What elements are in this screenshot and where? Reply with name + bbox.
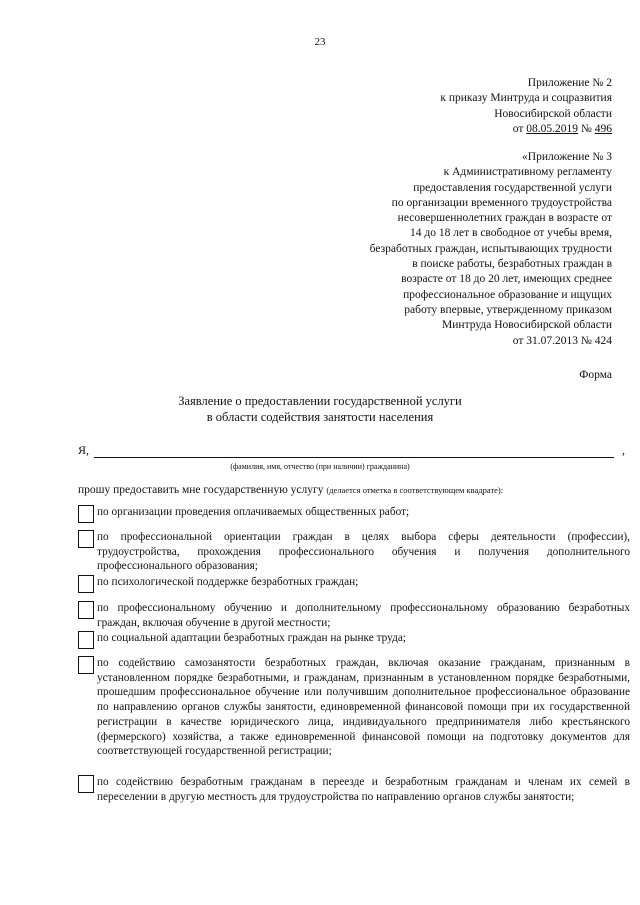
annex-regulation-line: безработных граждан, испытывающих трудности: [369, 242, 612, 255]
checkbox[interactable]: [78, 775, 94, 793]
option-self-employment: [78, 656, 630, 759]
date-prefix: от: [512, 122, 527, 135]
annex-regulation-line: Минтруда Новосибирской области: [442, 319, 612, 332]
applicant-name-row: [78, 443, 630, 461]
option-label: по организации проведения оплачиваемых общественных работ;: [97, 506, 410, 518]
request-intro: [78, 484, 503, 496]
annex-regulation-line: по организации временного трудоустройства: [391, 196, 612, 209]
annex-regulation-line: 14 до 18 лет в свободное от учебы время,: [410, 227, 612, 240]
checkbox[interactable]: [78, 575, 94, 593]
annex-regulation-line: профессиональное образование и ищущих: [403, 288, 612, 301]
annex-order-block: [440, 76, 612, 137]
annex-regulation-line: несовершеннолетних граждан в возрасте от: [397, 212, 612, 225]
annex-regulation-line: «Приложение № 3: [522, 151, 612, 163]
intro-note: (делается отметка в соответствующем квадрате):: [326, 485, 504, 495]
order-date: 08.05.2019: [526, 122, 579, 135]
document-title: [0, 393, 640, 425]
page-number: 23: [314, 36, 326, 48]
annex-regulation-line: от 31.07.2013 № 424: [512, 334, 612, 347]
applicant-suffix: ,: [622, 443, 625, 457]
option-relocation-assistance: [78, 775, 630, 804]
annex-regulation-line: к Административному регламенту: [443, 166, 612, 179]
annex-order-line: к приказу Минтруда и соцразвития: [440, 92, 612, 105]
option-career-guidance: [78, 530, 630, 574]
applicant-prefix: Я,: [78, 443, 90, 457]
option-label: по содействию безработным гражданам в переезде и безработным гражданам и членам их семей в переселении в другую местность для трудоустройства по направлению органов службы занятости;: [97, 776, 630, 803]
option-label: по содействию самозанятости безработных граждан, включая оказание гражданам, признанным в установленном порядке безработными, и гражданам, признанным в установленном порядке безработными, прошедшим профессиональное обучение или получившим дополнительное профессиональное образование по направлению органов службы занятости, единовременной финансовой помощи при их государственной регистрации в качестве юридического лица, индивидуального предпринимателя либо крестьянского (фермерского) хозяйства, а также единовременной финансовой помощи на подготовку документов для соответствующей государственной регистрации;: [97, 657, 630, 758]
annex-order-line: Приложение № 2: [527, 77, 612, 89]
option-label: по социальной адаптации безработных граждан на рынке труда;: [97, 632, 406, 644]
annex-regulation-line: работу впервые, утвержденному приказом: [404, 303, 612, 316]
checkbox[interactable]: [78, 601, 94, 619]
form-label: Форма: [579, 369, 612, 381]
title-line-2: в области содействия занятости населения: [206, 410, 434, 424]
annex-regulation-line: возрасте от 18 до 20 лет, имеющих среднее: [401, 273, 612, 286]
number-prefix: №: [578, 122, 595, 135]
checkbox[interactable]: [78, 631, 94, 649]
title-line-1: Заявление о предоставлении государственной услуги: [178, 394, 462, 408]
applicant-name-field[interactable]: [94, 457, 614, 458]
annex-order-date-line: [440, 122, 612, 137]
option-social-adaptation: [78, 631, 630, 646]
option-paid-public-works: [78, 505, 630, 520]
option-professional-training: [78, 601, 630, 630]
intro-text: прошу предоставить мне государственную услугу: [78, 484, 327, 496]
annex-regulation-block: [370, 150, 612, 349]
checkbox[interactable]: [78, 505, 94, 523]
option-label: по психологической поддержке безработных граждан;: [97, 576, 359, 588]
annex-order-line: Новосибирской области: [494, 107, 612, 120]
annex-regulation-line: в поиске работы, безработных граждан в: [412, 258, 612, 271]
annex-regulation-line: предоставления государственной услуги: [413, 181, 612, 194]
order-number: 496: [594, 122, 612, 135]
checkbox[interactable]: [78, 656, 94, 674]
option-psychological-support: [78, 575, 630, 590]
option-label: по профессиональному обучению и дополнительному профессиональному образованию безработных граждан, включая обучение в другой местности;: [97, 602, 630, 629]
applicant-name-hint: (фамилия, имя, отчество (при наличии) гражданина): [230, 462, 410, 471]
option-label: по профессиональной ориентации граждан в целях выбора сферы деятельности (профессии), трудоустройства, прохождения профессионального обучения и получения дополнительного профессионального образования;: [97, 531, 630, 573]
checkbox[interactable]: [78, 530, 94, 548]
